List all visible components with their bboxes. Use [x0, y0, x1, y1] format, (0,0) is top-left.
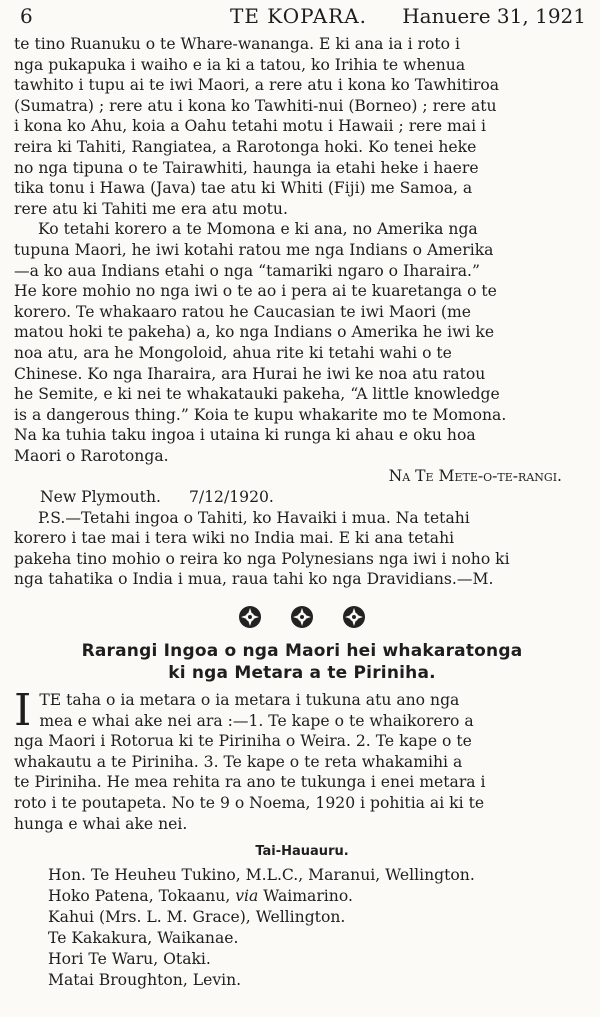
postscript-line: korero i tae mai i tera wiki no India mai. E ki ana tetahi: [14, 529, 455, 548]
list-item: Matai Broughton, Levin.: [48, 971, 242, 990]
recipient-list: [14, 865, 590, 991]
article-line: nga pukapuka i waiho e ia ki a tatou, ko Irihia te whenua: [14, 55, 466, 74]
list-item: Kahui (Mrs. L. M. Grace), Wellington.: [48, 908, 346, 927]
article-line: tika tonu i Hawa (Java) tae atu ki Whiti (Fiji) me Samoa, a: [14, 179, 473, 198]
page-header: [14, 0, 590, 34]
region-subheading: Tai-Hauauru.: [255, 844, 349, 860]
article-line: he Semite, e ki nei te whakatauki pakeha, “A little knowledge: [14, 385, 500, 404]
intro-line: roto i te poutapeta. No te 9 o Noema, 1920 i pohitia ai ki te: [14, 794, 485, 812]
section-divider: [14, 604, 590, 630]
author-signature: Na Te Mete-o-te-rangi.: [388, 467, 562, 486]
flower-ornament-icon: [289, 604, 315, 630]
article-line: te tino Ruanuku o te Whare-wananga. E ki ana ia i roto i: [14, 35, 460, 53]
dateline: [14, 487, 590, 508]
article-line: —a ko aua Indians etahi o nga “tamariki ngaro o Iharaira.”: [14, 261, 480, 280]
intro-line: te Piriniha. He mea rehita ra ano te tukunga i enei metara i: [14, 773, 486, 792]
article-line: tawhito i tupu ai te iwi Maori, a rere atu i kona ko Tawhitiroa: [14, 76, 500, 95]
dateline-location: New Plymouth.: [40, 488, 161, 507]
article-line: rere atu ki Tahiti me era atu motu.: [14, 199, 288, 218]
publication-title: TE KOPARA.: [230, 4, 368, 28]
postscript-line: pakeha tino mohio o reira ko nga Polynesians nga iwi i noho ki: [14, 549, 510, 568]
article-line: Na ka tuhia taku ingoa i utaina ki runga ki ahau e oku hoa: [14, 426, 476, 445]
article-line: (Sumatra) ; rere atu i kona ko Tawhiti-nui (Borneo) ; rere atu: [14, 96, 497, 115]
list-item: Te Kakakura, Waikanae.: [48, 929, 239, 948]
page-number: 6: [20, 4, 33, 28]
intro-line: hunga e whai ake nei.: [14, 814, 188, 833]
section-intro: [14, 685, 590, 834]
article-line: Maori o Rarotonga.: [14, 446, 169, 465]
intro-line: nga Maori i Rotorua ki te Piriniha o Weira. 2. Te kape o te: [14, 732, 472, 751]
article-line: korero. Te whakaaro ratou he Caucasian te iwi Maori (me: [14, 302, 472, 321]
intro-line: whakautu a te Piriniha. 3. Te kape o te reta whakamihi a: [14, 752, 463, 771]
drop-cap: I: [14, 685, 32, 737]
article-line: no nga tipuna o te Tairawhiti, haunga ia etahi heke i haere: [14, 158, 479, 177]
article-line: Chinese. Ko nga Iharaira, ara Hurai he iwi ke noa atu ratou: [14, 364, 486, 383]
flower-ornament-icon: [341, 604, 367, 630]
article-line: Ko tetahi korero a te Momona e ki ana, no Amerika nga: [38, 220, 478, 239]
postscript-line: nga tahatika o India i mua, raua tahi ko nga Dravidians.—M.: [14, 570, 494, 589]
article-line: i kona ko Ahu, koia a Oahu tetahi motu i Hawaii ; rere mai i: [14, 117, 487, 136]
article-line: is a dangerous thing.” Koia te kupu whakarite mo te Momona.: [14, 405, 507, 424]
section-heading-line: Rarangi Ingoa o nga Maori hei whakaratonga: [81, 641, 523, 662]
issue-date: Hanuere 31, 1921: [402, 4, 586, 28]
section-heading: [14, 640, 590, 684]
article-line: tupuna Maori, he iwi kotahi ratou me nga Indians o Amerika: [14, 240, 494, 259]
list-item: Hon. Te Heuheu Tukino, M.L.C., Maranui, Wellington.: [48, 866, 475, 885]
postscript-line: P.S.—Tetahi ingoa o Tahiti, ko Havaiki i mua. Na tetahi: [38, 508, 470, 527]
article-line: reira ki Tahiti, Rangiatea, a Rarotonga hoki. Ko tenei heke: [14, 137, 477, 156]
article-line: matou hoki te pakeha) a, ko nga Indians o Amerika he iwi ke: [14, 323, 495, 342]
list-item: Hoko Patena, Tokaanu, via Waimarino.: [48, 887, 353, 906]
article-line: noa atu, ara he Mongoloid, ahua rite ki tetahi wahi o te: [14, 343, 452, 362]
flower-ornament-icon: [237, 604, 263, 630]
article-line: He kore mohio no nga iwi o te ao i pera ai te kuaretanga o te: [14, 282, 497, 301]
list-item: Hori Te Waru, Otaki.: [48, 950, 211, 969]
article-body: [14, 34, 590, 590]
intro-line: TE taha o ia metara o ia metara i tukuna atu ano nga: [39, 691, 460, 710]
intro-line: mea e whai ake nei ara :—1. Te kape o te whaikorero a: [39, 711, 474, 730]
dateline-date: 7/12/1920.: [188, 488, 274, 507]
section-heading-line: ki nga Metara a te Piriniha.: [168, 663, 436, 684]
